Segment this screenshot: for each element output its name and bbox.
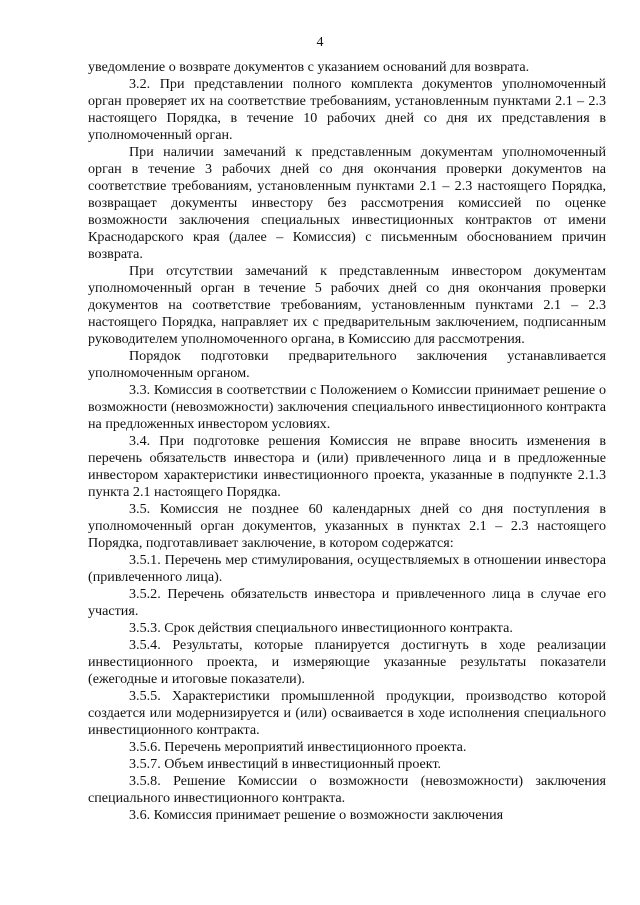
- paragraph: 3.5. Комиссия не позднее 60 календарных дней со дня поступления в уполномоченный орган документов, указанных в пунктах 2.1 – 2.3 настоящего Порядка, подготавливает заключение, в котором содержатся:: [88, 501, 606, 551]
- paragraph: 3.4. При подготовке решения Комиссия не вправе вносить изменения в перечень обязательств инвестора и (или) привлеченного лица и в предложенные инвестором характеристики инвестиционного проекта, указанные в подпункте 2.1.3 пункта 2.1 настоящего Порядка.: [88, 433, 606, 500]
- paragraph: уведомление о возврате документов с указанием оснований для возврата.: [88, 59, 530, 75]
- paragraph: 3.3. Комиссия в соответствии с Положением о Комиссии принимает решение о возможности (невозможности) заключения специального инвестиционного контракта на предложенных инвестором условиях.: [88, 382, 606, 432]
- paragraph: 3.2. При представлении полного комплекта документов уполномоченный орган проверяет их на соответствие требованиям, установленным пунктами 2.1 – 2.3 настоящего Порядка, в течение 10 рабочих дней со дня их представления в уполномоченный орган.: [88, 76, 606, 143]
- paragraph: При отсутствии замечаний к представленным инвестором документам уполномоченный орган в течение 5 рабочих дней со дня окончания проверки документов на соответствие требованиям, установленным пунктами 2.1 – 2.3 настоящего Порядка, направляет их с предварительным заключением, подписанным руководителем уполномоченного органа, в Комиссию для рассмотрения.: [88, 263, 606, 347]
- paragraph: 3.5.1. Перечень мер стимулирования, осуществляемых в отношении инвестора (привлеченного лица).: [88, 552, 606, 585]
- paragraph: 3.5.8. Решение Комиссии о возможности (невозможности) заключения специального инвестиционного контракта.: [88, 773, 606, 806]
- paragraph: 3.5.4. Результаты, которые планируется достигнуть в ходе реализации инвестиционного проекта, и измеряющие указанные результаты показатели (ежегодные и итоговые показатели).: [88, 637, 606, 687]
- paragraph: При наличии замечаний к представленным документам уполномоченный орган в течение 3 рабочих дней со дня окончания проверки документов на соответствие требованиям, установленным пунктами 2.1 – 2.3 настоящего Порядка, возвращает документы инвестору без рассмотрения комиссией по оценке возможности заключения специальных инвестиционных контрактов от имени Краснодарского края (далее – Комиссия) с письменным обоснованием причин возврата.: [88, 144, 606, 262]
- paragraph: 3.5.2. Перечень обязательств инвестора и привлеченного лица в случае его участия.: [88, 586, 606, 619]
- paragraph: 3.5.6. Перечень мероприятий инвестиционного проекта.: [129, 739, 467, 755]
- document-body: [88, 59, 606, 824]
- paragraph: Порядок подготовки предварительного заключения устанавливается уполномоченным органом.: [88, 348, 606, 381]
- paragraph: 3.5.5. Характеристики промышленной продукции, производство которой создается или модернизируется и (или) осваивается в ходе исполнения специального инвестиционного контракта.: [88, 688, 606, 738]
- paragraph: 3.5.3. Срок действия специального инвестиционного контракта.: [129, 620, 513, 636]
- paragraph: 3.5.7. Объем инвестиций в инвестиционный проект.: [129, 756, 442, 772]
- paragraph: 3.6. Комиссия принимает решение о возможности заключения: [129, 807, 504, 823]
- page-number: 4: [316, 35, 324, 50]
